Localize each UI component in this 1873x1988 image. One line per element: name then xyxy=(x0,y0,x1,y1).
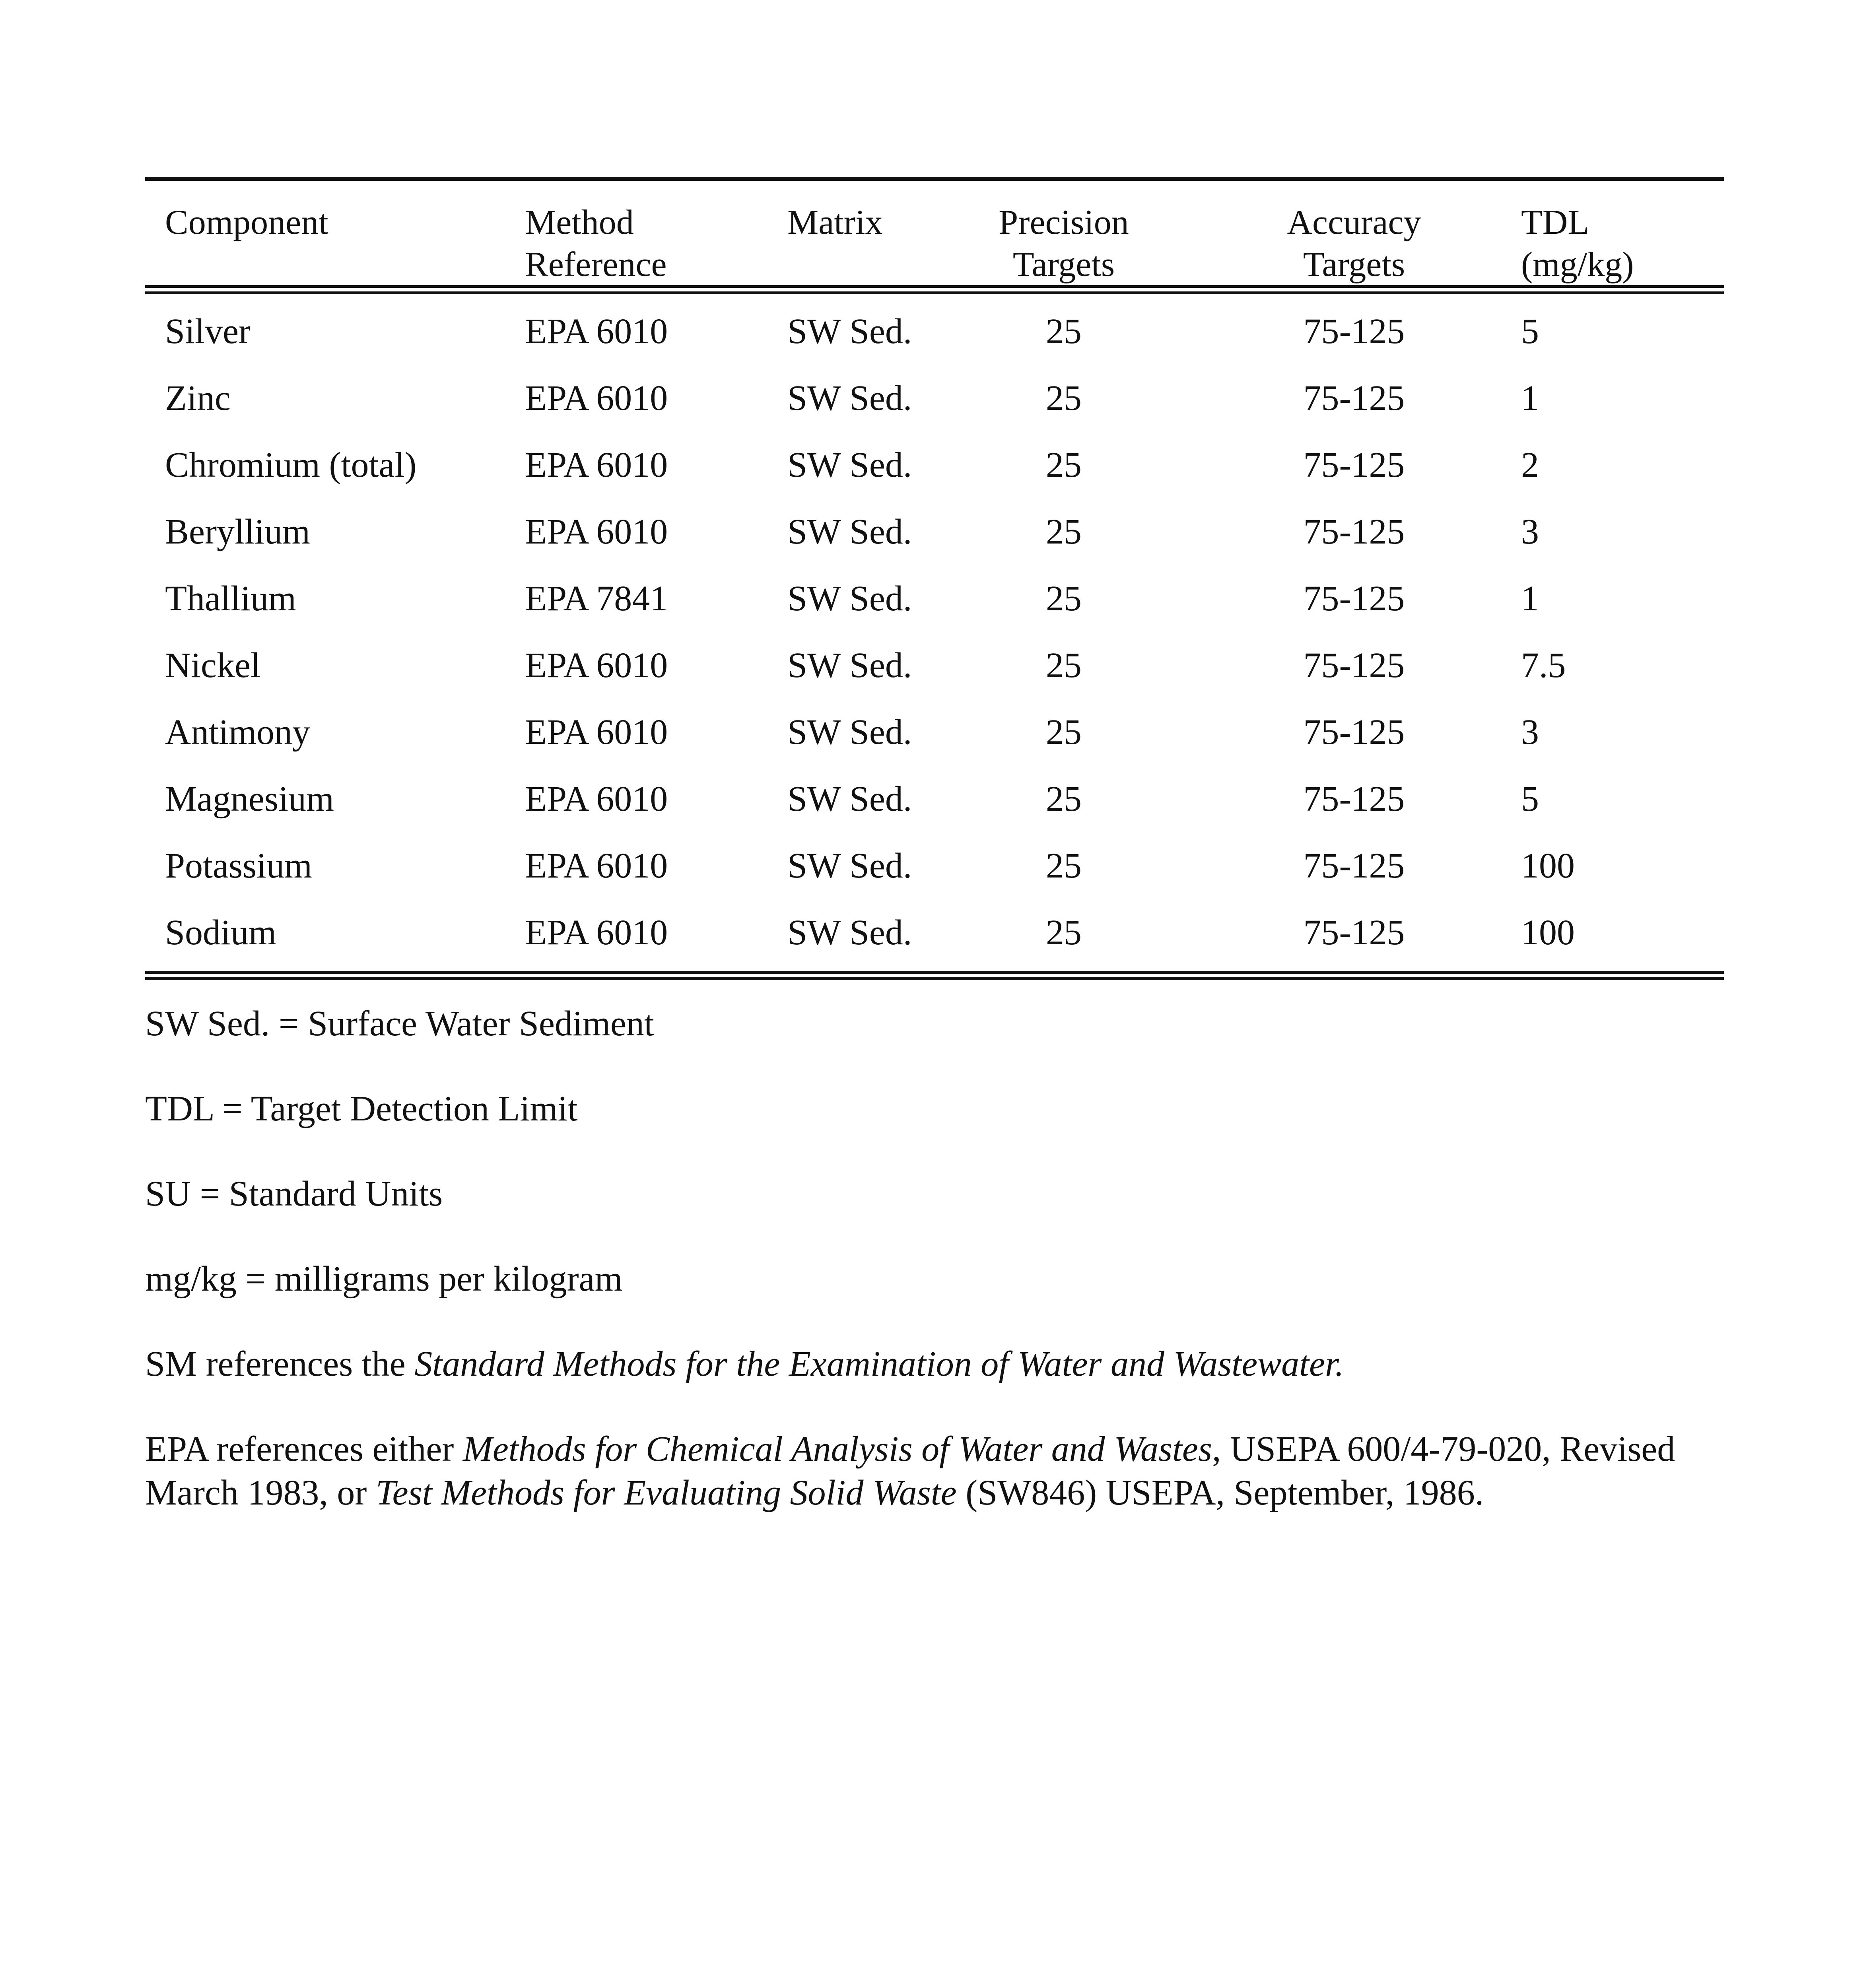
epa-title-1: Methods for Chemical Analysis of Water and Wastes xyxy=(462,1429,1212,1469)
cell-tdl: 1 xyxy=(1521,579,1539,618)
cell-method: EPA 6010 xyxy=(525,712,668,752)
note-mgkg: mg/kg = milligrams per kilogram xyxy=(145,1259,623,1299)
header-method-reference: Method Reference xyxy=(525,203,667,284)
cell-matrix: SW Sed. xyxy=(787,712,912,752)
cell-method: EPA 6010 xyxy=(525,846,668,885)
cell-tdl: 5 xyxy=(1521,312,1539,351)
cell-precision: 25 xyxy=(1046,445,1082,485)
cell-component: Beryllium xyxy=(165,512,310,551)
cell-precision: 25 xyxy=(1046,579,1082,618)
note-sw-sed: SW Sed. = Surface Water Sediment xyxy=(145,1004,654,1043)
cell-matrix: SW Sed. xyxy=(787,512,912,551)
cell-accuracy: 75-125 xyxy=(1303,646,1405,685)
cell-component: Thallium xyxy=(165,579,296,618)
cell-tdl: 100 xyxy=(1521,846,1575,885)
cell-accuracy: 75-125 xyxy=(1303,846,1405,885)
cell-accuracy: 75-125 xyxy=(1303,512,1405,551)
cell-component: Potassium xyxy=(165,846,313,885)
cell-matrix: SW Sed. xyxy=(787,312,912,351)
header-double-rule xyxy=(145,285,1724,294)
cell-accuracy: 75-125 xyxy=(1303,312,1405,351)
cell-tdl: 3 xyxy=(1521,512,1539,551)
note-su: SU = Standard Units xyxy=(145,1174,443,1213)
cell-method: EPA 6010 xyxy=(525,379,668,418)
sm-title: Standard Methods for the Examination of Water and Wastewater. xyxy=(414,1344,1344,1384)
cell-method: EPA 7841 xyxy=(525,579,668,618)
table-row xyxy=(145,565,1724,632)
cell-component: Sodium xyxy=(165,913,277,952)
note-epa-references: EPA references either Methods for Chemical Analysis of Water and Wastes, USEPA 600/4-79-020, Revised March 1983, or Test Methods for Evaluating Solid Waste (SW846) USEPA, September, 1986. xyxy=(145,1429,1675,1512)
table-notes xyxy=(145,1002,1724,1556)
cell-tdl: 5 xyxy=(1521,779,1539,819)
cell-precision: 25 xyxy=(1046,846,1082,885)
note-sm-references: SM references the Standard Methods for the Examination of Water and Wastewater. xyxy=(145,1344,1344,1384)
cell-component: Nickel xyxy=(165,646,260,685)
cell-method: EPA 6010 xyxy=(525,445,668,485)
cell-accuracy: 75-125 xyxy=(1303,712,1405,752)
cell-matrix: SW Sed. xyxy=(787,913,912,952)
cell-tdl: 3 xyxy=(1521,712,1539,752)
cell-precision: 25 xyxy=(1046,512,1082,551)
cell-component: Magnesium xyxy=(165,779,334,819)
cell-tdl: 2 xyxy=(1521,445,1539,485)
cell-component: Zinc xyxy=(165,379,231,418)
cell-component: Antimony xyxy=(165,712,311,752)
header-matrix: Matrix xyxy=(787,203,883,242)
cell-tdl: 7.5 xyxy=(1521,646,1566,685)
cell-component: Silver xyxy=(165,312,251,351)
table-row xyxy=(145,899,1724,966)
note-tdl: TDL = Target Detection Limit xyxy=(145,1089,578,1128)
table-row xyxy=(145,298,1724,365)
cell-tdl: 1 xyxy=(1521,379,1539,418)
cell-method: EPA 6010 xyxy=(525,913,668,952)
cell-method: EPA 6010 xyxy=(525,779,668,819)
cell-tdl: 100 xyxy=(1521,913,1575,952)
cell-accuracy: 75-125 xyxy=(1303,579,1405,618)
header-accuracy-targets: Accuracy Targets xyxy=(1287,203,1421,284)
cell-precision: 25 xyxy=(1046,779,1082,819)
cell-matrix: SW Sed. xyxy=(787,846,912,885)
cell-method: EPA 6010 xyxy=(525,512,668,551)
cell-component: Chromium (total) xyxy=(165,445,417,485)
header-tdl: TDL (mg/kg) xyxy=(1521,203,1634,284)
cell-precision: 25 xyxy=(1046,312,1082,351)
table-row xyxy=(145,365,1724,432)
cell-matrix: SW Sed. xyxy=(787,579,912,618)
cell-precision: 25 xyxy=(1046,712,1082,752)
cell-matrix: SW Sed. xyxy=(787,646,912,685)
header-precision-targets: Precision Targets xyxy=(999,203,1129,284)
cell-matrix: SW Sed. xyxy=(787,779,912,819)
qa-targets-table xyxy=(145,177,1724,980)
cell-matrix: SW Sed. xyxy=(787,445,912,485)
cell-precision: 25 xyxy=(1046,379,1082,418)
table-row xyxy=(145,699,1724,766)
header-component: Component xyxy=(165,203,328,242)
cell-accuracy: 75-125 xyxy=(1303,379,1405,418)
table-row xyxy=(145,432,1724,499)
cell-method: EPA 6010 xyxy=(525,646,668,685)
cell-accuracy: 75-125 xyxy=(1303,913,1405,952)
table-body xyxy=(145,294,1724,971)
cell-method: EPA 6010 xyxy=(525,312,668,351)
cell-accuracy: 75-125 xyxy=(1303,779,1405,819)
table-row xyxy=(145,833,1724,899)
table-top-rule xyxy=(145,177,1724,181)
cell-precision: 25 xyxy=(1046,913,1082,952)
table-row xyxy=(145,632,1724,699)
table-row xyxy=(145,766,1724,833)
cell-accuracy: 75-125 xyxy=(1303,445,1405,485)
table-row xyxy=(145,499,1724,565)
table-bottom-double-rule xyxy=(145,971,1724,980)
epa-title-2: Test Methods for Evaluating Solid Waste xyxy=(375,1473,957,1512)
cell-precision: 25 xyxy=(1046,646,1082,685)
cell-matrix: SW Sed. xyxy=(787,379,912,418)
table-header xyxy=(145,181,1724,285)
